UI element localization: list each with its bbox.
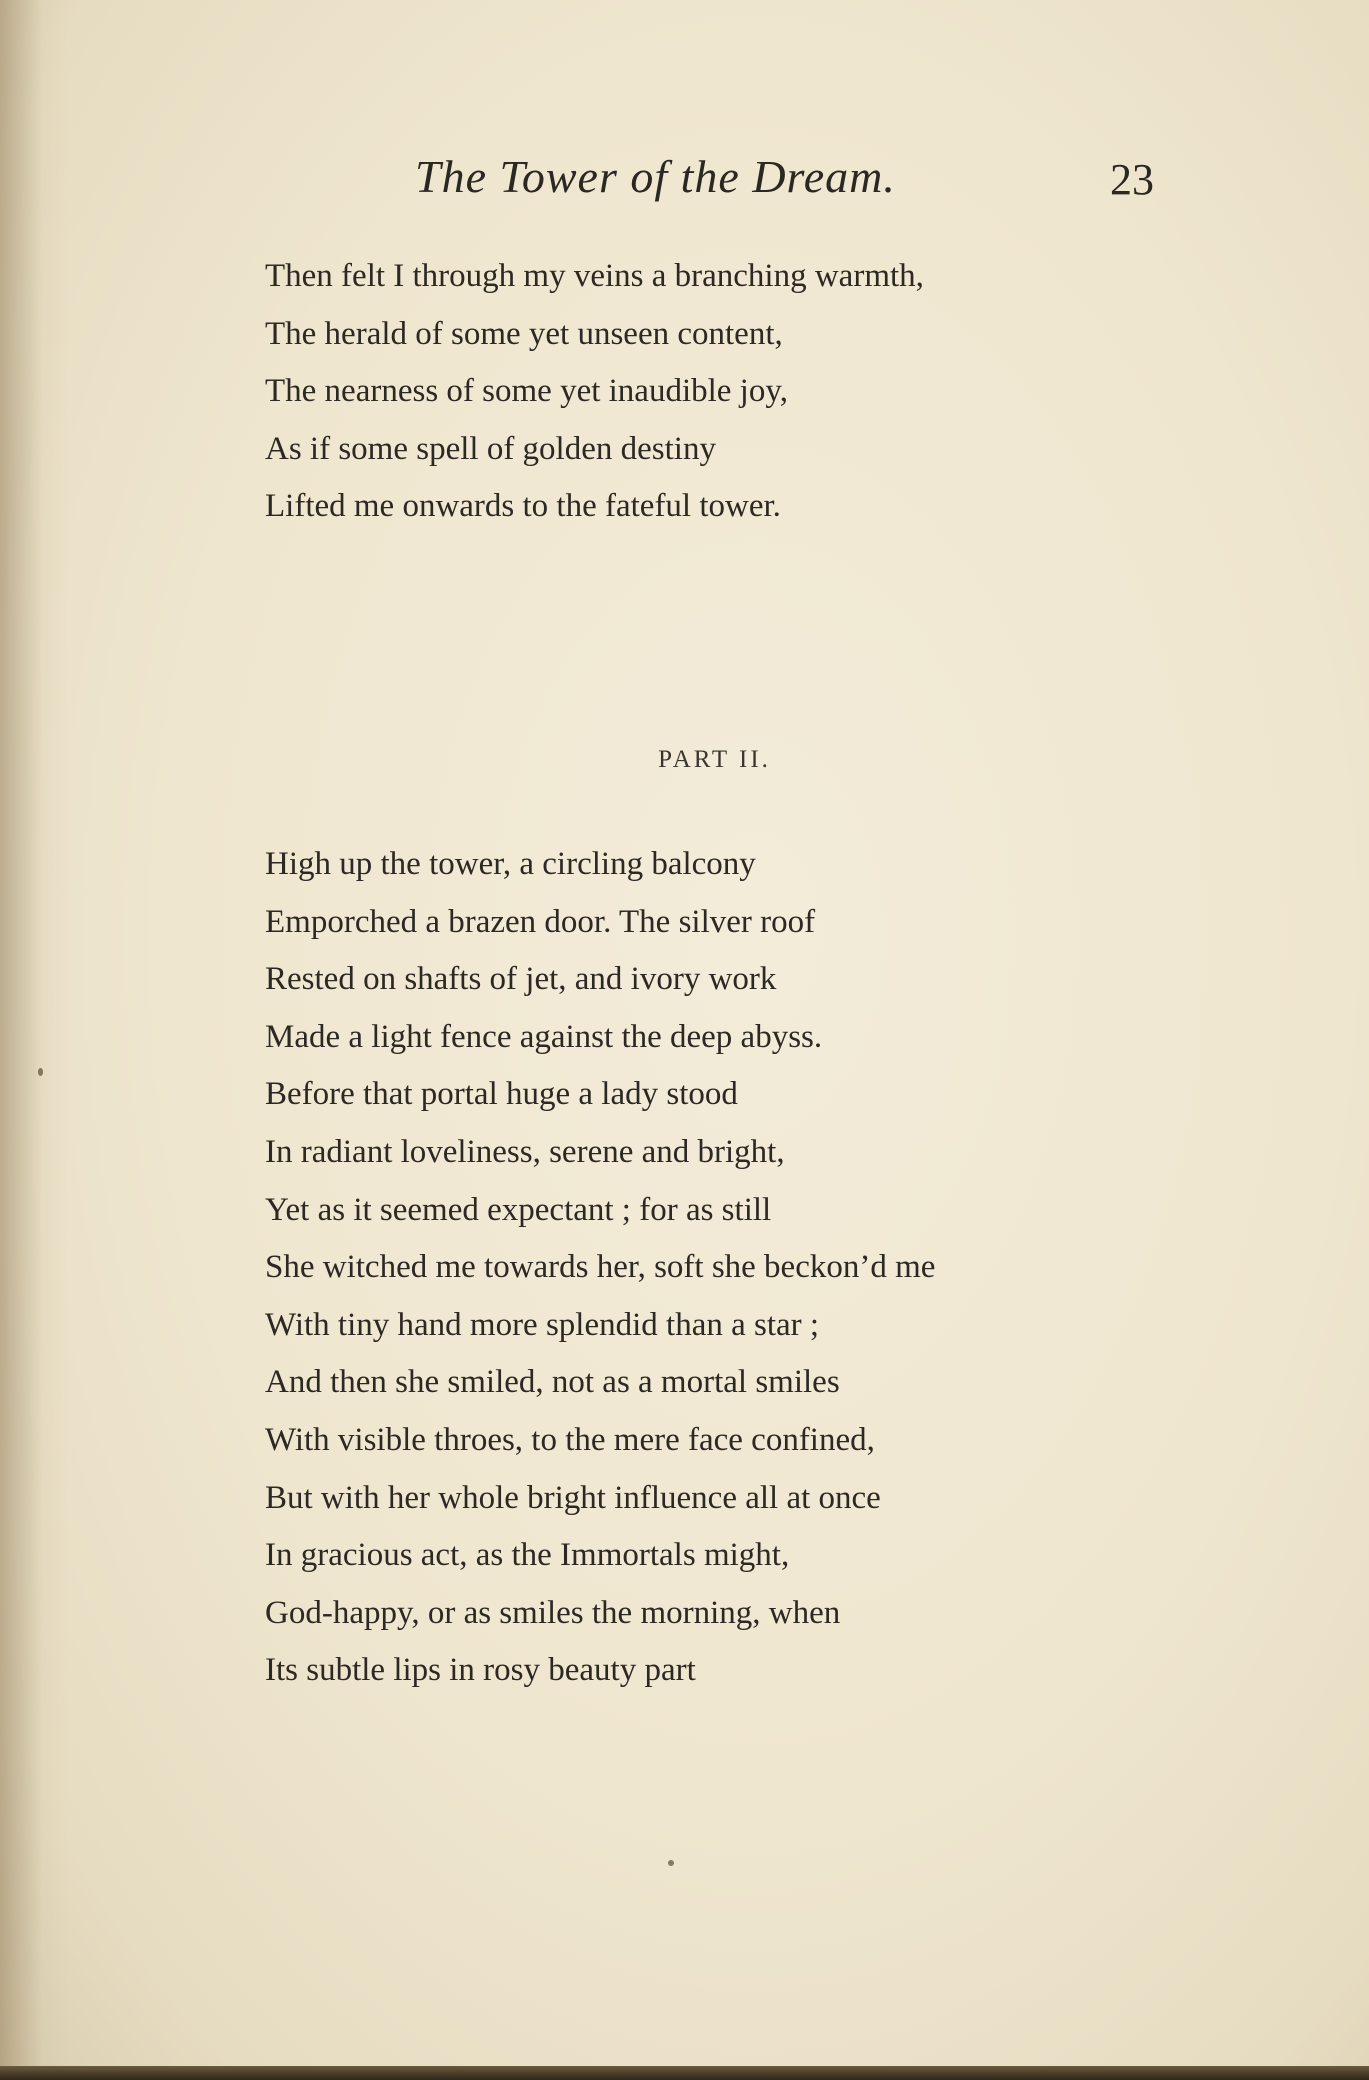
stanza-part-two bbox=[265, 836, 1165, 1700]
verse-line: And then she smiled, not as a mortal smiles bbox=[265, 1364, 840, 1401]
stanza-part-one-ending bbox=[265, 248, 1165, 536]
page-header bbox=[0, 150, 1369, 210]
verse-line: Its subtle lips in rosy beauty part bbox=[265, 1652, 696, 1689]
page-number: 23 bbox=[1110, 155, 1154, 204]
verse-line: In radiant loveliness, serene and bright, bbox=[265, 1133, 785, 1170]
part-heading: PART II. bbox=[658, 746, 771, 773]
verse-line: God-happy, or as smiles the morning, when bbox=[265, 1594, 841, 1631]
verse-line: Then felt I through my veins a branching warmth, bbox=[265, 258, 924, 294]
verse-line: In gracious act, as the Immortals might, bbox=[265, 1537, 790, 1574]
verse-line: Yet as it seemed expectant ; for as still bbox=[265, 1191, 772, 1228]
paper-speck bbox=[668, 1860, 674, 1866]
verse-line: As if some spell of golden destiny bbox=[265, 430, 716, 467]
verse-line: Before that portal huge a lady stood bbox=[265, 1076, 738, 1113]
verse-line: High up the tower, a circling balcony bbox=[265, 846, 756, 882]
verse-line: Rested on shafts of jet, and ivory work bbox=[265, 961, 777, 998]
verse-line: She witched me towards her, soft she beckon’d me bbox=[265, 1249, 936, 1286]
verse-line: Lifted me onwards to the fateful tower. bbox=[265, 488, 781, 525]
verse-line: With visible throes, to the mere face confined, bbox=[265, 1421, 875, 1458]
binding-gutter-shadow bbox=[0, 0, 70, 2080]
verse-line: The nearness of some yet inaudible joy, bbox=[265, 373, 788, 410]
page-bottom-edge bbox=[0, 2066, 1369, 2080]
verse-line: Emporched a brazen door. The silver roof bbox=[265, 903, 816, 940]
verse-line: Made a light fence against the deep abyss. bbox=[265, 1018, 823, 1055]
verse-line: The herald of some yet unseen content, bbox=[265, 315, 783, 352]
paper-speck bbox=[38, 1068, 43, 1076]
verse-line: But with her whole bright influence all at once bbox=[265, 1479, 881, 1516]
running-title: The Tower of the Dream. bbox=[415, 151, 896, 202]
verse-line: With tiny hand more splendid than a star ; bbox=[265, 1306, 820, 1343]
